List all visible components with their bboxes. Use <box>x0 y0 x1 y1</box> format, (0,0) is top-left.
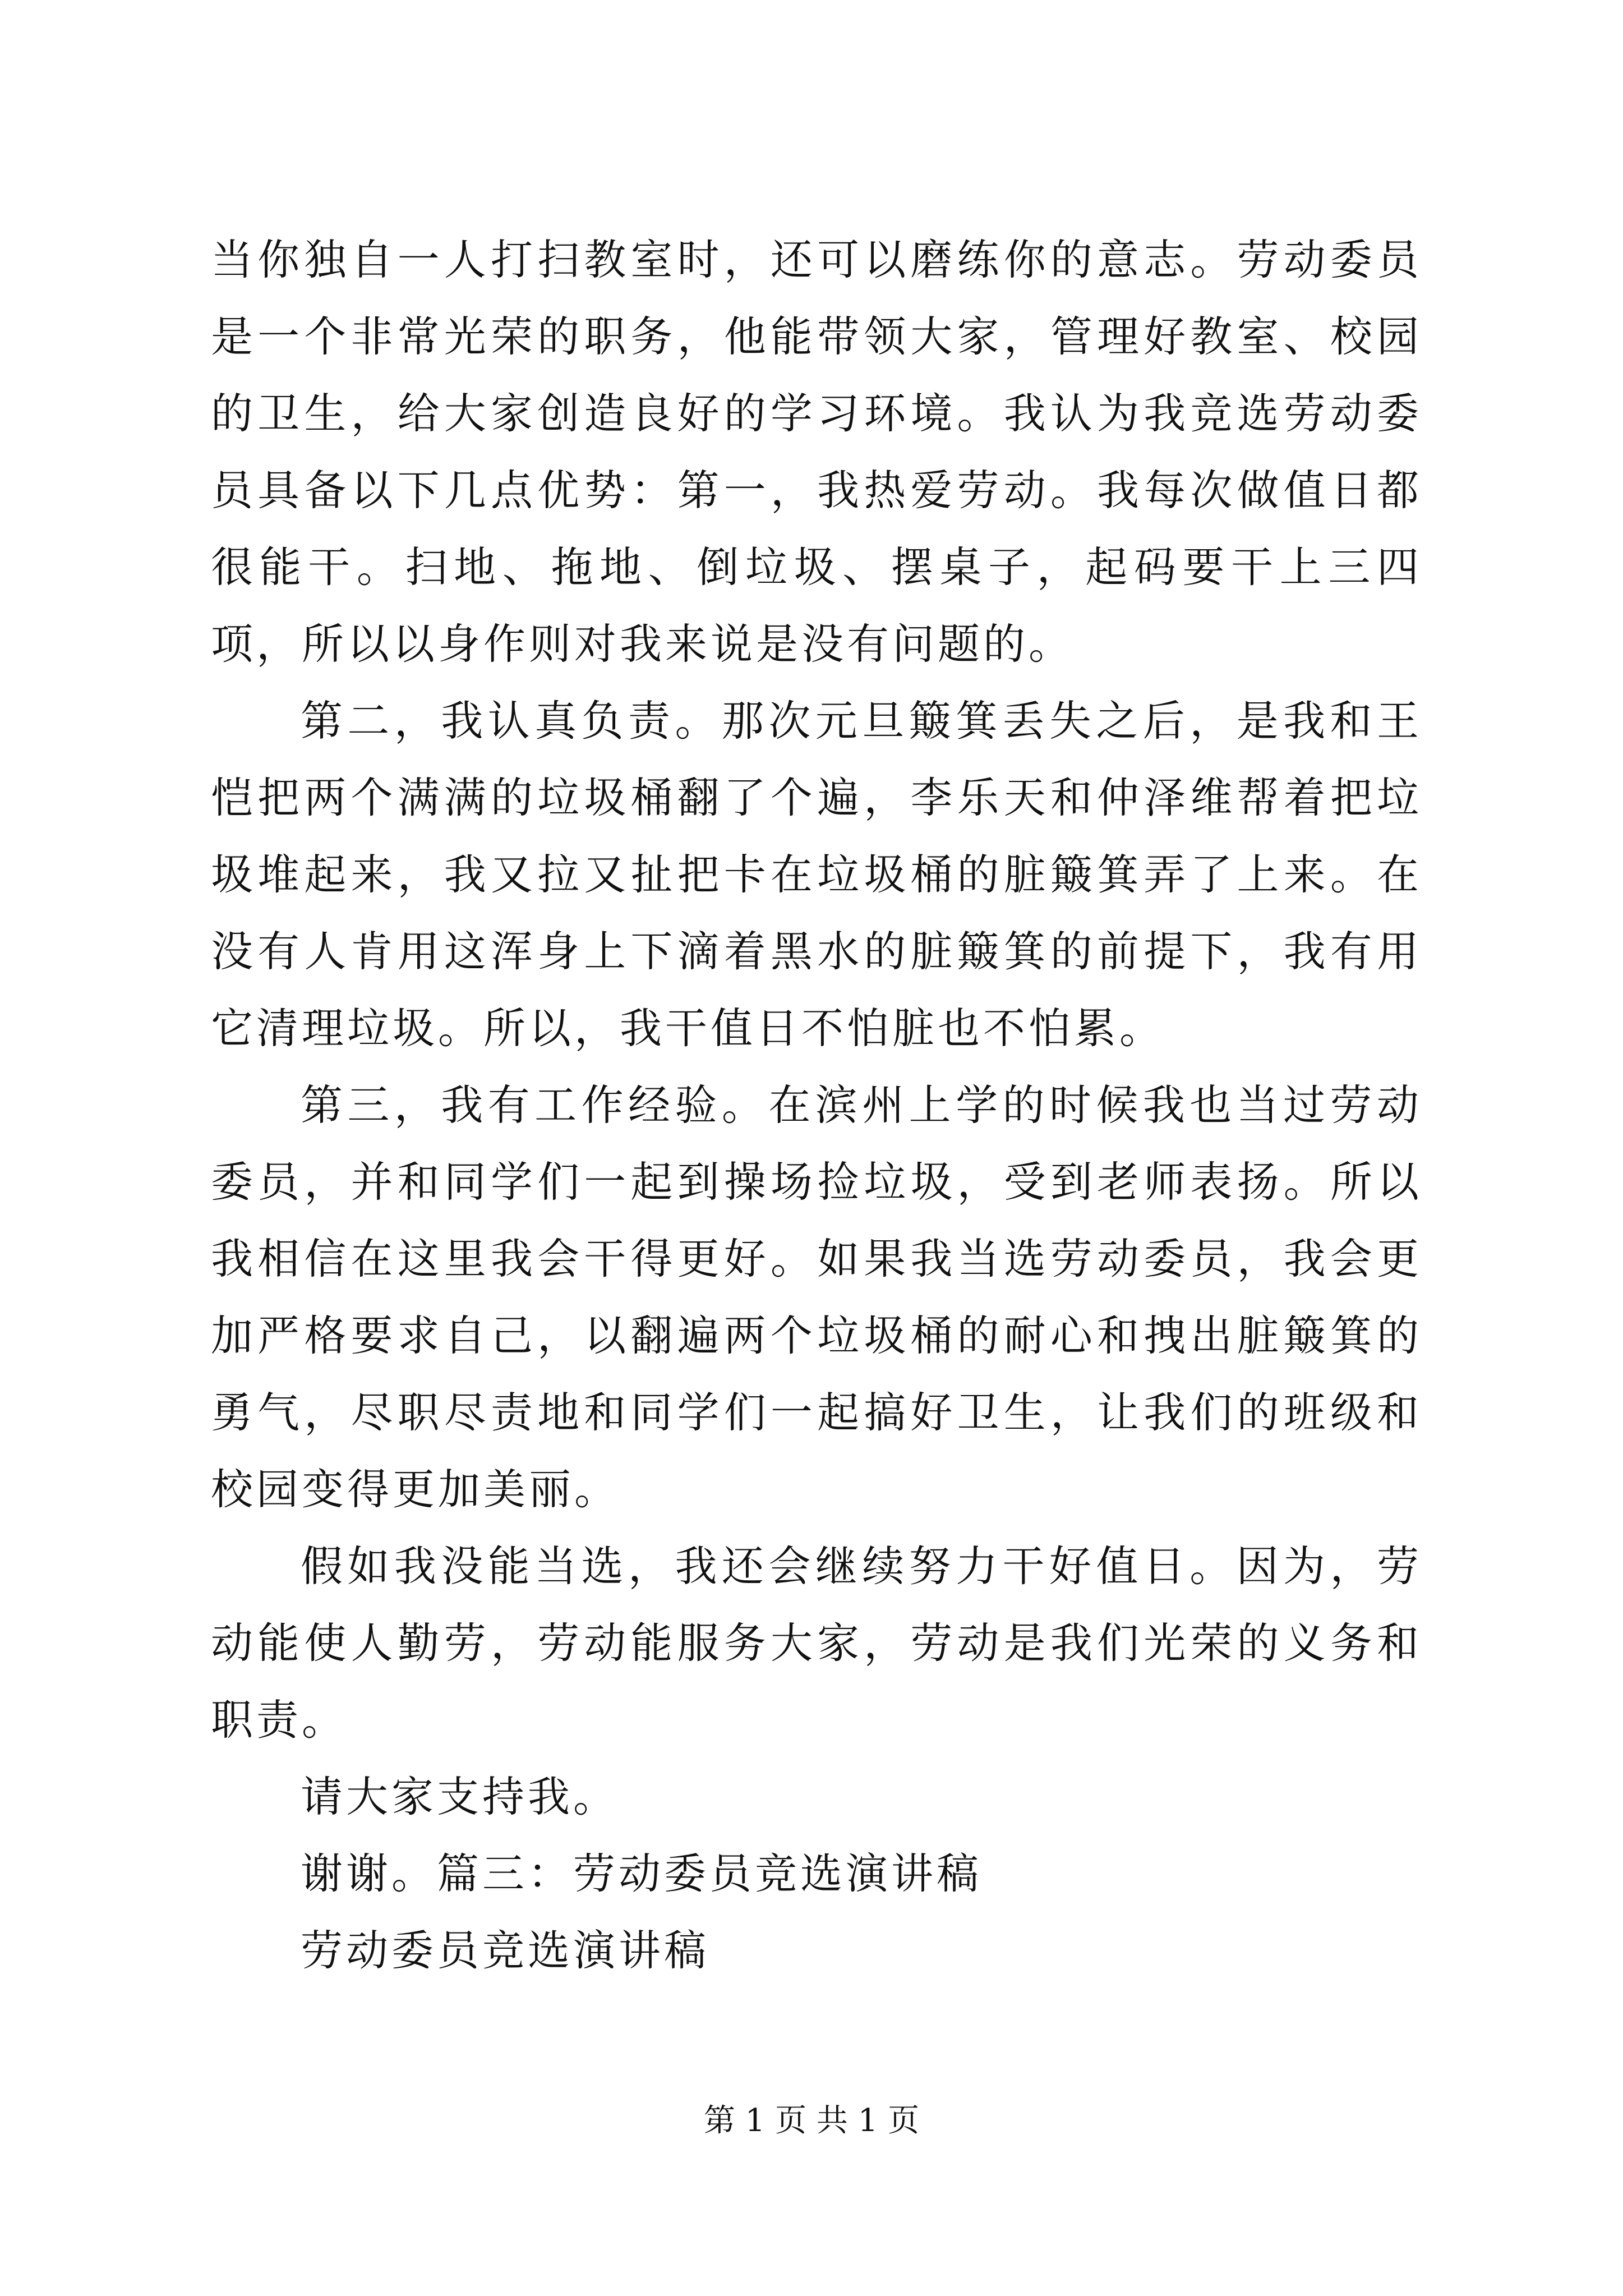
paragraph-7: 劳动委员竞选演讲稿 <box>301 1926 710 1975</box>
paragraph-6: 谢谢。篇三：劳动委员竞选演讲稿 <box>301 1849 983 1898</box>
paragraph-2: 第二，我认真负责。那次元旦簸箕丢失之后，是我和王恺把两个满满的垃圾桶翻了个遍，李乐天和仲泽维帮着把垃圾堆起来，我又拉又扯把卡在垃圾桶的脏簸箕弄了上来。在没有人肯用这浑身上下滴着黑水的脏簸箕的前提下，我有用它清理垃圾。所以，我干值日不怕脏也不怕累。 <box>211 696 1422 1053</box>
paragraph-3: 第三，我有工作经验。在滨州上学的时候我也当过劳动委员，并和同学们一起到操场捡垃圾，受到老师表扬。所以我相信在这里我会干得更好。如果我当选劳动委员，我会更加严格要求自己，以翻遍两个垃圾桶的耐心和拽出脏簸箕的勇气，尽职尽责地和同学们一起搞好卫生，让我们的班级和校园变得更加美丽。 <box>211 1080 1422 1514</box>
document-body <box>211 222 1422 1989</box>
paragraph-5: 请大家支持我。 <box>301 1772 619 1821</box>
page-footer: 第 1 页 共 1 页 <box>703 2102 920 2139</box>
paragraph-1: 当你独自一人打扫教室时，还可以磨练你的意志。劳动委员是一个非常光荣的职务，他能带领大家，管理好教室、校园的卫生，给大家创造良好的学习环境。我认为我竞选劳动委员具备以下几点优势：第一，我热爱劳动。我每次做值日都很能干。扫地、拖地、倒垃圾、摆桌子，起码要干上三四项，所以以身作则对我来说是没有问题的。 <box>211 235 1422 669</box>
paragraph-4: 假如我没能当选，我还会继续努力干好值日。因为，劳动能使人勤劳，劳动能服务大家，劳动是我们光荣的义务和职责。 <box>211 1542 1422 1745</box>
